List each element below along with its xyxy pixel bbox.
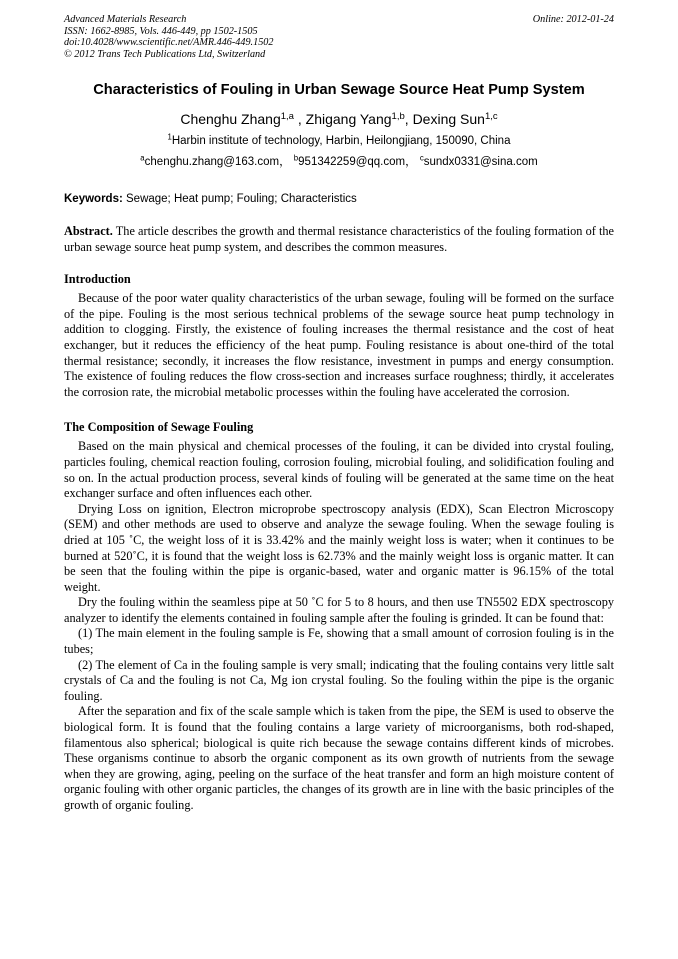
paragraph: Dry the fouling within the seamless pipe at 50 ˚C for 5 to 8 hours, and then use TN5502 EDX spectroscopy analyzer to identify the elements contained in fouling sample after the fouling is grinded. It can be found that: xyxy=(64,595,614,625)
keywords-label: Keywords: xyxy=(64,193,123,205)
journal-header xyxy=(64,14,614,60)
email-superscript: a xyxy=(140,153,145,163)
keywords-text: Sewage; Heat pump; Fouling; Characteristics xyxy=(126,193,357,205)
journal-doi: doi:10.4028/www.scientific.net/AMR.446-449.1502 xyxy=(64,37,274,48)
email-link[interactable]: 951342259@qq.com xyxy=(298,156,406,168)
paragraph: Because of the poor water quality characteristics of the urban sewage, fouling will be formed on the surface of the pipe. Fouling is the most serious technical problems of the sewage source heat pump technology in addition to clogging. Firstly, the existence of fouling increases the thermal resistance and the cost of heat exchanger, but it reduces the efficiency of the heat pump. Fouling resistance is about one-third of the total thermal resistance; secondly, it increases the flow resistance, investment in pumps and energy consumption. The existence of fouling reduces the flow cross-section and increases surface roughness; thirdly, it accelerates the corrosion rate, the microbial metabolic processes within the fouling have accelerated the corrosion. xyxy=(64,291,614,399)
affiliation-superscript: 1 xyxy=(167,132,172,142)
journal-issn: ISSN: 1662-8985, Vols. 446-449, pp 1502-1505 xyxy=(64,25,258,37)
section-introduction xyxy=(64,272,614,400)
email-superscript: c xyxy=(419,153,424,163)
journal-copyright: © 2012 Trans Tech Publications Ltd, Switzerland xyxy=(64,48,266,60)
email-link[interactable]: chenghu.zhang@163.com xyxy=(144,156,280,168)
journal-name: Advanced Materials Research xyxy=(64,14,187,25)
section-heading: The Composition of Sewage Fouling xyxy=(64,420,254,435)
author-name: Dexing Sun xyxy=(412,111,485,127)
affiliation xyxy=(64,134,614,148)
abstract-label: Abstract. xyxy=(64,224,113,238)
author-name: Chenghu Zhang xyxy=(180,111,281,127)
email-superscript: b xyxy=(293,153,299,163)
paragraph: After the separation and fix of the scale sample which is taken from the pipe, the SEM is used to observe the biological form. It is found that the fouling contains a large variety of microorganisms, both rod-shaped, filamentous also spherical; biological is quite rich because the sewage contains different kinds of microbes. These organisms continue to absorb the organic component as its own growth of nutrients from the sewage when they are growing, aging, peeling on the surface of the heat transfer and form an high moisture content of organic fouling with other organic particles, the changes of its growth are in line with the basic principles of the growth of organic fouling. xyxy=(64,704,614,812)
affiliation-text: Harbin institute of technology, Harbin, Heilongjiang, 150090, China xyxy=(171,135,511,147)
author-superscript: 1,a xyxy=(280,110,294,122)
paragraph: (1) The main element in the fouling sample is Fe, showing that a small amount of corrosion fouling is in the tubes; xyxy=(64,626,614,657)
section-composition xyxy=(64,420,614,813)
author-name: Zhigang Yang xyxy=(305,111,392,127)
paragraph: Based on the main physical and chemical processes of the fouling, it can be divided into crystal fouling, particles fouling, chemical reaction fouling, corrosion fouling, microbial fouling, and solidification fouling and so on. In the actual production process, several kinds of fouling will be generated at the same time on the heat exchanger surface and often influences each other. xyxy=(64,439,614,501)
keywords xyxy=(64,192,614,206)
paper-title: Characteristics of Fouling in Urban Sewage Source Heat Pump System xyxy=(93,82,585,98)
email-list: $^a$chenghu.zhang@163.com， $^b$951342259@qq.com， $^c$sundx0331@sina.com xyxy=(140,153,538,168)
email-link[interactable]: sundx0331@sina.com xyxy=(423,156,538,168)
paragraph: (2) The element of Ca in the fouling sample is very small; indicating that the fouling contains very little salt crystals of Ca and the fouling is not Ca, Mg ion crystal fouling. So the fouling within the pipe is the organic fouling. xyxy=(64,657,614,703)
section-heading: Introduction xyxy=(64,272,131,287)
author-superscript: 1,b xyxy=(391,110,405,122)
online-date: Online: 2012-01-24 xyxy=(532,14,614,25)
abstract-text: The article describes the growth and thermal resistance characteristics of the fouling formation of the urban sewage source heat pump system, and describes the common measures. xyxy=(64,224,614,254)
paper-page xyxy=(64,14,614,814)
abstract xyxy=(64,224,614,255)
paragraph: Drying Loss on ignition, Electron microprobe spectroscopy analysis (EDX), Scan Electron Microscopy (SEM) and other methods are used to observe and analyze the sewage fouling. When the sewage fouling is dried at 105 ˚C, the weight loss of it is 33.42% and the mainly weight loss is water; when it continues to be burned at 520˚C, it is found that the weight loss is 62.73% and the mainly weight loss is organic matter. It can be seen that the fouling within the pipe is organic-based, water and organic matter is 96.15% of the total weight. xyxy=(64,501,614,594)
author-superscript: 1,c xyxy=(484,110,498,122)
author-list: Chenghu Zhang$^{1,a}$ , Zhigang Yang$^{1,b}$, Dexing Sun$^{1,c}$ xyxy=(180,110,498,127)
